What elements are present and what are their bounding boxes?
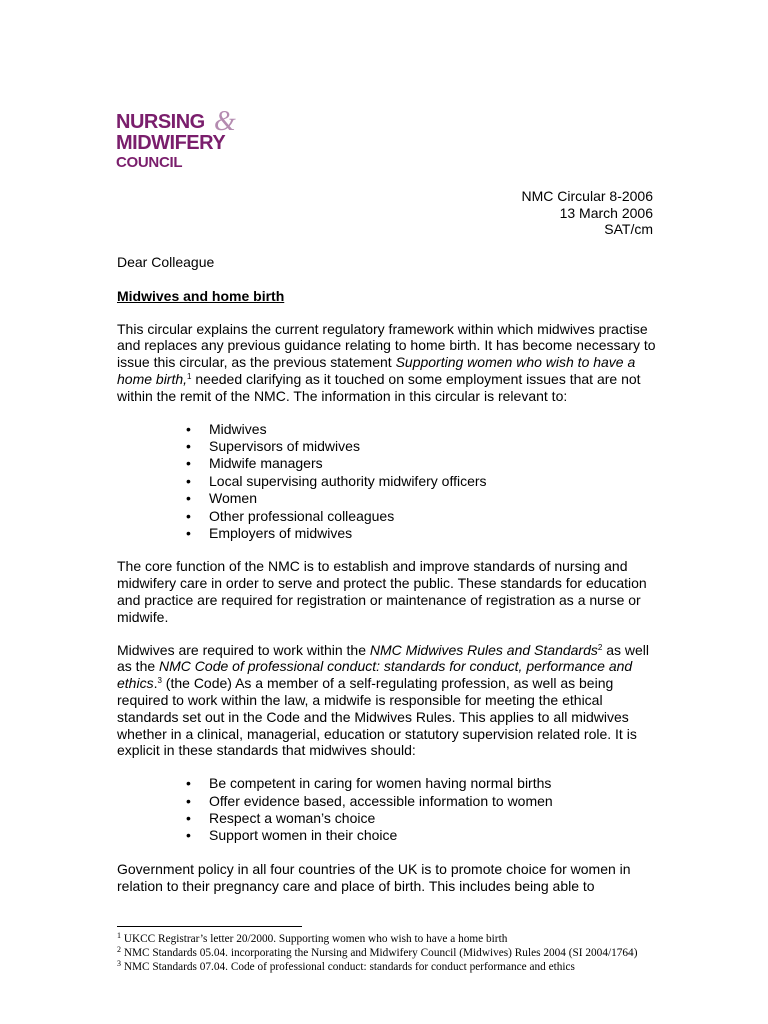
relevant-to-item-text: Supervisors of midwives [209,437,360,454]
bullet-icon: • [186,455,191,472]
midwives-should-item [117,775,657,792]
footnote-divider [117,926,302,927]
logo-line-midwifery: MIDWIFERY [116,132,226,154]
relevant-to-list [117,421,657,543]
intro-paragraph [117,321,657,405]
bullet-icon: • [186,525,191,542]
footnote-number: 3 [117,959,121,968]
requirements-text-3: . [153,675,158,692]
bullet-icon: • [186,827,191,844]
intro-text-2: needed clarifying as it touched on some employment issues that are not within the remit of the NMC. The information in this circular is relevant to: [117,370,641,404]
footnote [117,946,657,960]
logo-ampersand: & [214,106,236,137]
circular-date: 13 March 2006 [559,204,653,221]
footnote-number: 2 [117,945,121,954]
relevant-to-item [117,490,657,507]
code-title: NMC Code of professional conduct: standards for conduct, performance and ethics [117,658,633,692]
reference-block [522,188,653,238]
requirements-text-2: as well as the [117,641,650,675]
circular-number: NMC Circular 8-2006 [521,188,653,204]
footnote-ref-3: 3 [157,676,162,686]
bullet-icon: • [186,437,191,454]
intro-italic-title: Supporting women who wish to have a home birth, [117,354,636,387]
bullet-icon: • [186,420,191,437]
intro-text-1: This circular explains the current regulatory framework within which midwives practise and replaces any previous guidance relating to home birth. It has become necessary to issue this circular, as the previous statement [117,320,656,371]
logo-line-nursing: NURSING [116,111,205,133]
midwives-should-item-text: Support women in their choice [209,827,398,844]
bullet-icon: • [186,472,191,489]
footnote [117,932,657,946]
midwives-should-item-text: Respect a woman’s choice [209,810,376,826]
footnote [117,960,657,974]
core-function-paragraph: The core function of the NMC is to establish and improve standards of nursing and midwifery care in order to serve and protect the public. These standards for education and practice are required for registration or maintenance of registration as a nurse or midwife. [117,558,647,625]
bullet-icon: • [186,507,191,524]
relevant-to-item [117,508,657,525]
midwives-rules-title: NMC Midwives Rules and Standards [369,641,598,658]
footnote-text: UKCC Registrar’s letter 20/2000. Supporting women who wish to have a home birth [121,933,508,945]
midwives-should-item [117,810,657,827]
midwives-should-list [117,775,657,845]
footnote-number: 1 [117,931,121,940]
relevant-to-item [117,438,657,455]
relevant-to-item-text: Women [209,490,257,507]
bullet-icon: • [186,490,191,507]
relevant-to-item [117,455,657,472]
relevant-to-item-text: Local supervising authority midwifery officers [209,472,487,489]
salutation: Dear Colleague [117,254,215,270]
footnote-text: NMC Standards 05.04. incorporating the Nursing and Midwifery Council (Midwives) Rules 2004 (SI 2004/1764) [121,947,638,959]
government-paragraph: Government policy in all four countries of the UK is to promote choice for women in relation to their pregnancy care and place of birth. This includes being able to [117,860,631,894]
footnote-ref-1: 1 [187,371,192,381]
requirements-text-4: (the Code) As a member of a self-regulating profession, as well as being required to work within the law, a midwife is responsible for meeting the ethical standards set out in the Code and the Midwives Rules. This applies to all midwives whether in a clinical, managerial, education or statutory supervision related role. It is explicit in these standards that midwives should: [117,675,637,759]
letter-heading: Midwives and home birth [117,287,285,304]
footnote-ref-2: 2 [597,642,603,652]
midwives-should-item-text: Be competent in caring for women having normal births [209,775,552,792]
requirements-paragraph [117,642,657,760]
requirements-text-1: Midwives are required to work within the [117,641,370,658]
footnotes [117,932,657,974]
relevant-to-item [117,473,657,490]
relevant-to-item-text: Other professional colleagues [209,507,395,524]
relevant-to-item-text: Midwife managers [209,455,323,472]
bullet-icon: • [186,792,191,809]
midwives-should-item [117,793,657,810]
author-initials: SAT/cm [604,221,653,237]
midwives-should-item-text: Offer evidence based, accessible information to women [209,792,553,809]
nmc-logo [116,106,236,171]
bullet-icon: • [186,810,191,826]
midwives-should-item [117,827,657,844]
relevant-to-item [117,525,657,542]
bullet-icon: • [186,775,191,792]
relevant-to-item [117,421,657,438]
footnote-text: NMC Standards 07.04. Code of professional conduct: standards for conduct performance and ethics [121,961,575,973]
letter-body [117,254,657,910]
relevant-to-item-text: Midwives [209,420,267,437]
relevant-to-item-text: Employers of midwives [209,525,353,542]
logo-line-council: COUNCIL [116,154,183,171]
